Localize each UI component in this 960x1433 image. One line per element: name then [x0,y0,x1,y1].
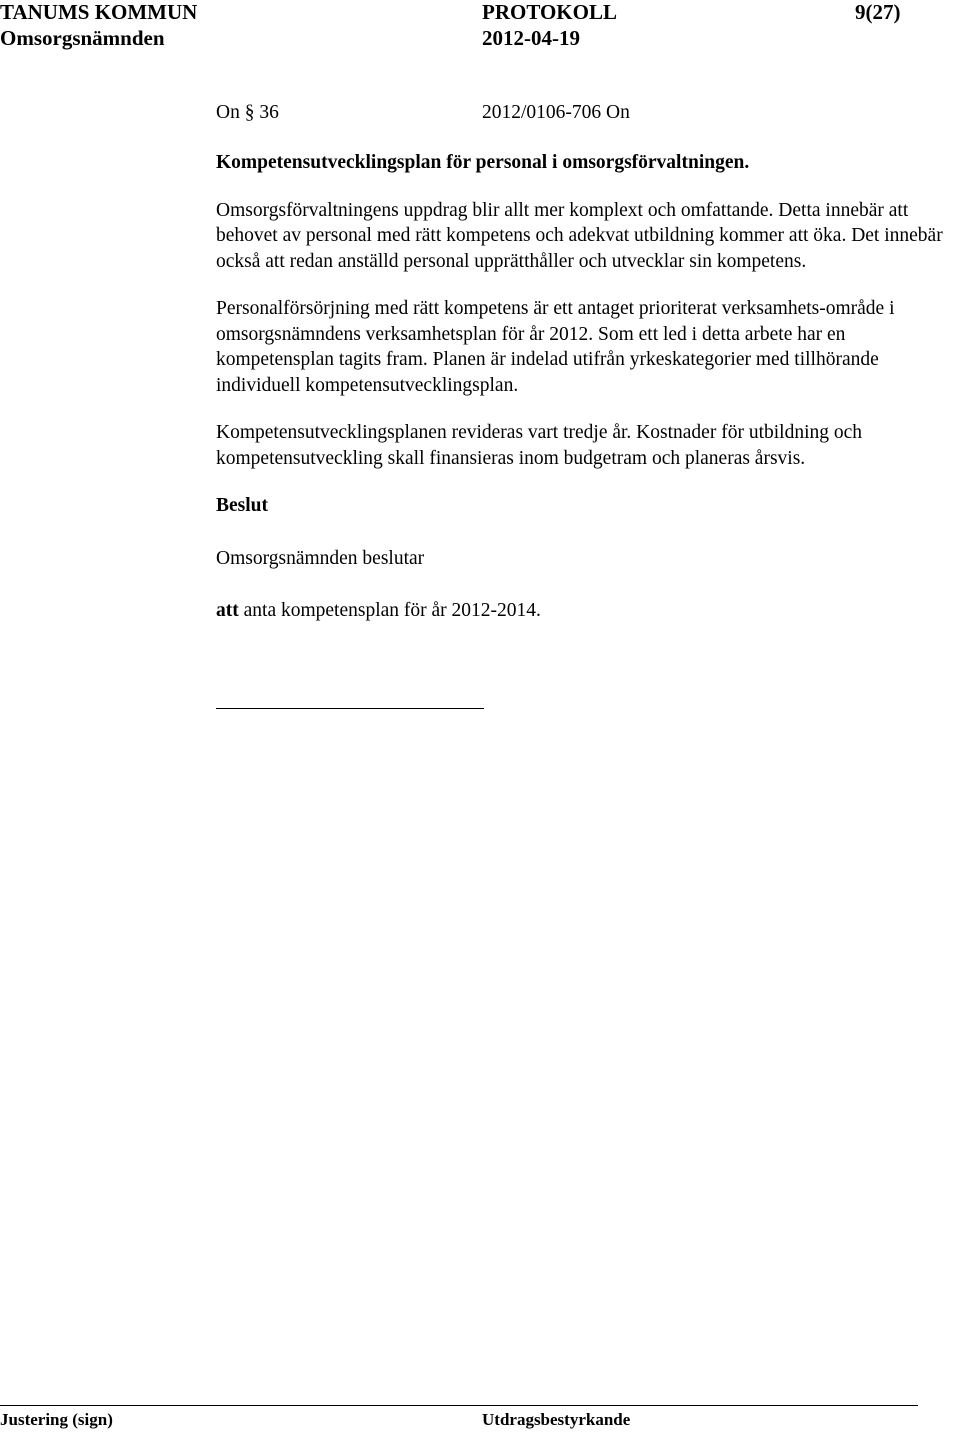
decision-line [216,598,960,624]
decision-heading: Beslut [216,495,269,516]
footer-justering: Justering (sign) [0,1410,113,1429]
footer-utdragsbestyrkande: Utdragsbestyrkande [482,1410,631,1429]
item-number: On § 36 [216,102,279,123]
case-reference: 2012/0106-706 On [482,102,630,123]
decision-text: anta kompetensplan för år 2012-2014. [243,600,541,621]
document-body [216,100,960,624]
item-title: Kompetensutvecklingsplan för personal i omsorgsförvaltningen. [216,152,750,173]
end-of-item-rule [216,708,484,709]
doc-type: PROTOKOLL [482,0,617,24]
decision-intro: Omsorgsnämnden beslutar [216,547,425,569]
decision-keyword: att [216,600,239,621]
page-number: 9(27) [855,0,901,24]
paragraph-2: Personalförsörjning med rätt kompetens är ett antaget prioriterat verksamhets-område i omsorgsnämndens verksamhetsplan för år 2012. Som ett led i detta arbete har en kompetensplan tagits fram. Planen är indelad utifrån yrkeskategorier med tillhörande individuell kompetensutvecklingsplan. [216,298,895,396]
org-name: TANUMS KOMMUN [0,0,198,24]
footer-rule [0,1405,918,1406]
meeting-date: 2012-04-19 [482,26,580,50]
case-row [216,100,960,128]
paragraph-1: Omsorgsförvaltningens uppdrag blir allt mer komplext och omfattande. Detta innebär att behovet av personal med rätt kompetens och adekvat utbildning kommer att öka. Det innebär också att redan anställd personal upprätthåller och utvecklar sin kompetens. [216,199,943,272]
committee-name: Omsorgsnämnden [0,26,165,50]
paragraph-3: Kompetensutvecklingsplanen revideras vart tredje år. Kostnader för utbildning och kompetensutveckling skall finansieras inom budgetram och planeras årsvis. [216,422,863,469]
